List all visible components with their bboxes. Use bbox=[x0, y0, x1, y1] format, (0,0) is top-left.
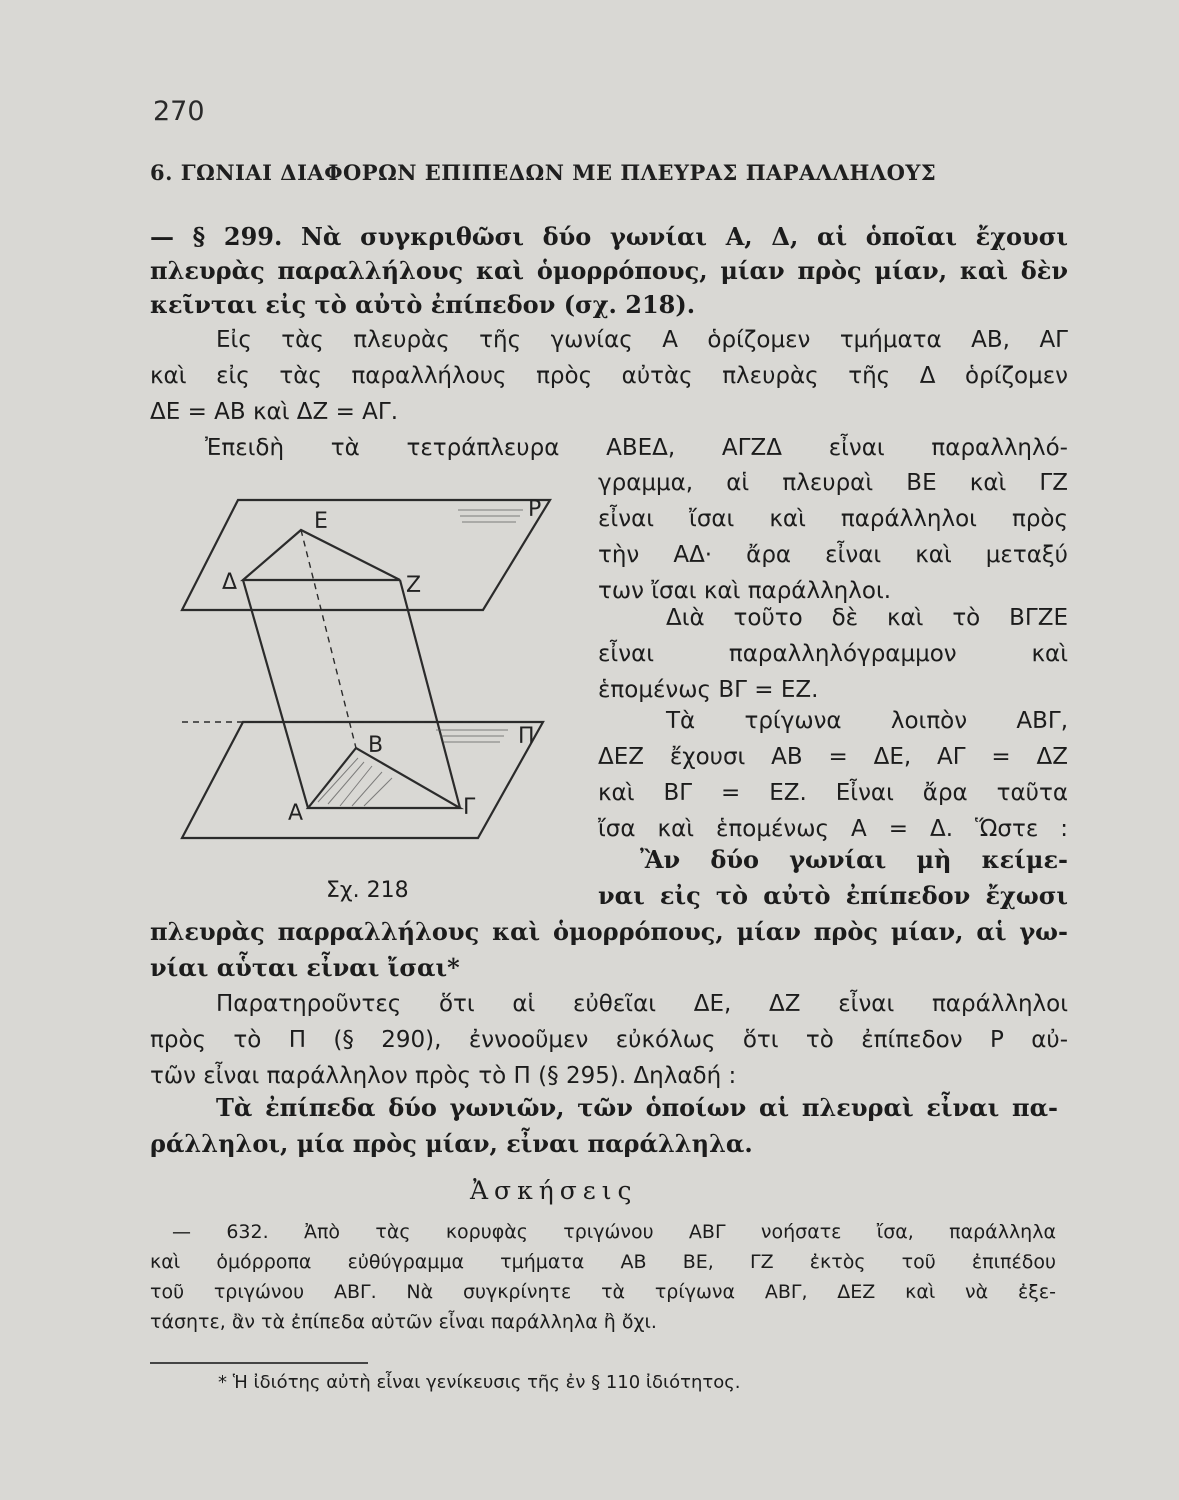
paragraph-triangles bbox=[598, 703, 1068, 847]
exercises-title: Ἀσκήσεις bbox=[470, 1176, 638, 1205]
label-d: Δ bbox=[222, 570, 238, 595]
text-line: Ἐπειδὴ τὰ τετράπλευρα ΑΒΕΔ, ΑΓΖΔ εἶναι παραλληλό- bbox=[205, 435, 1068, 461]
edge-be-hidden bbox=[301, 530, 356, 748]
page-number: 270 bbox=[153, 96, 205, 127]
paragraph-parallelograms-cont bbox=[598, 465, 1068, 609]
exercise-line: — 632. Ἀπὸ τὰς κορυφὰς τριγώνου ΑΒΓ νοήσατε ἴσα, παράλληλα bbox=[172, 1221, 1056, 1243]
label-e: Ε bbox=[314, 509, 328, 534]
label-g: Γ bbox=[463, 795, 476, 820]
text-line: Τὰ τρίγωνα λοιπὸν ΑΒΓ, bbox=[666, 708, 1068, 734]
triangle-abg bbox=[308, 748, 460, 808]
footnote-divider bbox=[150, 1362, 368, 1364]
exercise-line: τοῦ τριγώνου ΑΒΓ. Νὰ συγκρίνητε τὰ τρίγωνα ΑΒΓ, ΔΕΖ καὶ νὰ ἐξε- bbox=[150, 1281, 1056, 1303]
triangle-dez bbox=[243, 530, 400, 580]
theorem-line: κεῖνται εἰς τὸ αὐτὸ ἐπίπεδον (σχ. 218). bbox=[150, 290, 696, 319]
conclusion-line: ναι εἰς τὸ αὐτὸ ἐπίπεδον ἔχωσι bbox=[598, 881, 1068, 910]
text-line: των ἴσαι καὶ παράλληλοι. bbox=[598, 578, 892, 604]
theorem-line: πλευρὰς παραλλήλους καὶ ὁμορρόπους, μίαν πρὸς μίαν, καὶ δὲν bbox=[150, 256, 1068, 285]
conclusion-statement-cont bbox=[150, 914, 1068, 986]
theorem-line: — § 299. Νὰ συγκριθῶσι δύο γωνίαι Α, Δ, αἱ ὁποῖαι ἔχουσι bbox=[150, 222, 1068, 251]
paragraph-construction bbox=[150, 322, 1068, 430]
figure-caption: Σχ. 218 bbox=[326, 878, 409, 903]
label-b: Β bbox=[368, 733, 384, 758]
label-z: Ζ bbox=[406, 573, 422, 598]
text-line: καὶ εἰς τὰς παραλλήλους πρὸς αὐτὰς πλευρὰς τῆς Δ ὁρίζομεν bbox=[150, 363, 1068, 389]
label-a: Α bbox=[288, 801, 304, 826]
footnote: * Ἡ ἰδιότης αὐτὴ εἶναι γενίκευσις τῆς ἐν § 110 ἰδιότητος. bbox=[218, 1372, 741, 1393]
paragraph-bgze bbox=[598, 600, 1068, 708]
plane-pi bbox=[182, 722, 543, 838]
label-p: Ρ bbox=[528, 497, 542, 522]
label-pi: Π bbox=[518, 724, 535, 749]
paragraph-parallelograms bbox=[150, 430, 1068, 466]
text-line: τῶν εἶναι παράλληλον πρὸς τὸ Π (§ 295). Δηλαδή : bbox=[150, 1063, 737, 1089]
rule-line: Τὰ ἐπίπεδα δύο γωνιῶν, τῶν ὁποίων αἱ πλευραὶ εἶναι πα- bbox=[216, 1093, 1058, 1122]
conclusion-statement bbox=[598, 842, 1068, 914]
text-line: γραμμα, αἱ πλευραὶ ΒΕ καὶ ΓΖ bbox=[598, 470, 1068, 496]
theorem-statement bbox=[150, 220, 1068, 322]
text-line: Εἰς τὰς πλευρὰς τῆς γωνίας Α ὁρίζομεν τμήματα ΑΒ, ΑΓ bbox=[216, 327, 1068, 353]
conclusion-line: Ἂν δύο γωνίαι μὴ κείμε- bbox=[640, 845, 1068, 874]
conclusion-line: πλευρὰς παρραλλήλους καὶ ὁμορρόπους, μίαν πρὸς μίαν, αἱ γω- bbox=[150, 917, 1068, 946]
edge-gz bbox=[400, 580, 460, 808]
exercise-line: τάσητε, ἂν τὰ ἐπίπεδα αὐτῶν εἶναι παράλληλα ἢ ὄχι. bbox=[150, 1311, 657, 1333]
section-heading: 6. ΓΩΝΙΑΙ ΔΙΑΦΟΡΩΝ ΕΠΙΠΕΔΩΝ ΜΕ ΠΛΕΥΡΑΣ ΠΑΡΑΛΛΗΛΟΥΣ bbox=[150, 160, 937, 185]
text-line: καὶ ΒΓ = ΕΖ. Εἶναι ἄρα ταῦτα bbox=[598, 780, 1068, 806]
text-line: ἴσα καὶ ἑπομένως Α = Δ. Ὥστε : bbox=[598, 816, 1068, 842]
text-line: εἶναι παραλληλόγραμμον καὶ bbox=[598, 641, 1068, 667]
exercise-632 bbox=[150, 1217, 1056, 1337]
text-line: ΔΕ = ΑΒ καὶ ΔΖ = ΑΓ. bbox=[150, 399, 399, 425]
text-line: ἑπομένως ΒΓ = ΕΖ. bbox=[598, 677, 819, 703]
text-line: εἶναι ἴσαι καὶ παράλληλοι πρὸς bbox=[598, 506, 1068, 532]
edge-ad bbox=[243, 580, 308, 808]
rule-statement bbox=[150, 1090, 1058, 1162]
text-line: τὴν ΑΔ· ἄρα εἶναι καὶ μεταξύ bbox=[598, 542, 1068, 568]
conclusion-line: νίαι αὗται εἶναι ἴσαι* bbox=[150, 953, 460, 982]
figure-218 bbox=[178, 490, 578, 862]
text-line: Διὰ τοῦτο δὲ καὶ τὸ ΒΓΖΕ bbox=[666, 605, 1068, 631]
text-line: Παρατηροῦντες ὅτι αἱ εὐθεῖαι ΔΕ, ΔΖ εἶναι παράλληλοι bbox=[216, 991, 1068, 1017]
paragraph-planes bbox=[150, 986, 1068, 1094]
text-line: ΔΕΖ ἔχουσι ΑΒ = ΔΕ, ΑΓ = ΔΖ bbox=[598, 744, 1068, 770]
rule-line: ράλληλοι, μία πρὸς μίαν, εἶναι παράλληλα. bbox=[150, 1129, 753, 1158]
exercise-line: καὶ ὁμόρροπα εὐθύγραμμα τμήματα ΑΒ ΒΕ, ΓΖ ἐκτὸς τοῦ ἐπιπέδου bbox=[150, 1251, 1056, 1273]
text-line: πρὸς τὸ Π (§ 290), ἐννοοῦμεν εὐκόλως ὅτι τὸ ἐπίπεδον Ρ αὐ- bbox=[150, 1027, 1068, 1053]
